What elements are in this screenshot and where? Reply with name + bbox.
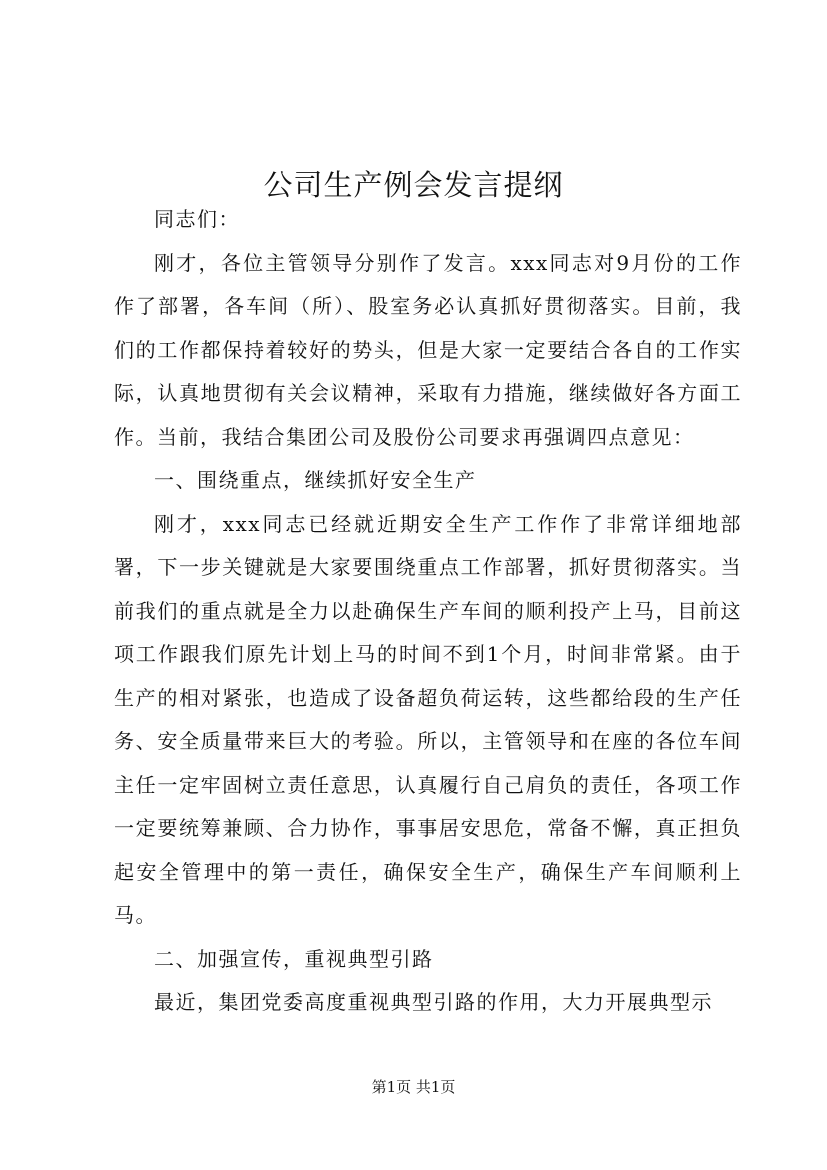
salutation-paragraph: 同志们： [154,207,240,231]
document-title: 公司生产例会发言提纲 [263,168,564,203]
document-body [114,198,742,1025]
section-1-paragraph: 刚才，xxx同志已经就近期安全生产工作作了非常详细地部署，下一步关键就是大家要围绕重点工作部署，抓好贯彻落实。当前我们的重点就是全力以赴确保生产车间的顺利投产上马，目前这项工作跟我们原先计划上马的时间不到1个月，时间非常紧。由于生产的相对紧张，也造成了设备超负荷运转，这些都给段的生产任务、安全质量带来巨大的考验。所以，主管领导和在座的各位车间主任一定牢固树立责任意思，认真履行自己肩负的责任，各项工作一定要统筹兼顾、合力协作，事事居安思危，常备不懈，真正担负起安全管理中的第一责任，确保安全生产，确保生产车间顺利上马。 [114,511,742,927]
intro-paragraph: 刚才，各位主管领导分别作了发言。xxx同志对9月份的工作作了部署，各车间（所）、股室务必认真抓好贯彻落实。目前，我们的工作都保持着较好的势头，但是大家一定要结合各自的工作实际，认真地贯彻有关会议精神，采取有力措施，继续做好各方面工作。当前，我结合集团公司及股份公司要求再强调四点意见： [114,250,742,449]
section-heading-1: 一、围绕重点，继续抓好安全生产 [154,468,477,492]
page-footer: 第1页 共1页 [371,1078,456,1096]
section-2-paragraph: 最近，集团党委高度重视典型引路的作用，大力开展典型示 [154,990,713,1014]
section-heading-2: 二、加强宣传，重视典型引路 [154,946,434,971]
